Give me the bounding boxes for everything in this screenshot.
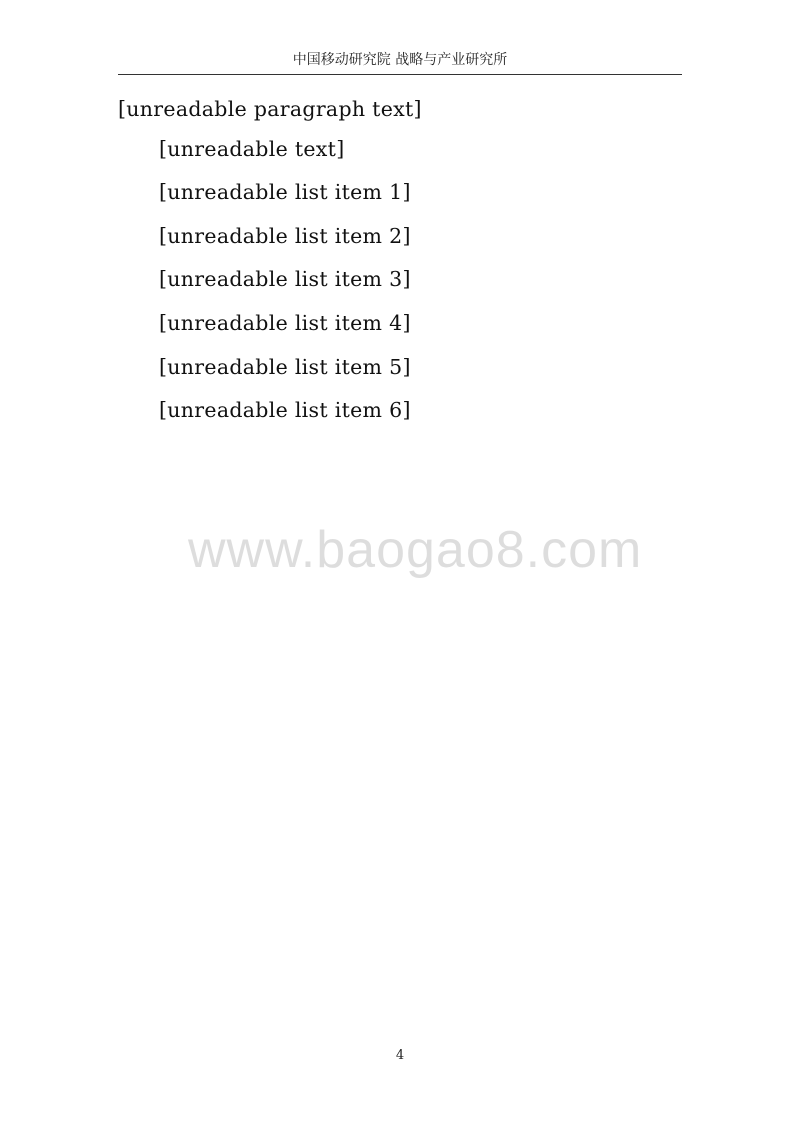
document-body	[118, 92, 684, 429]
conclusion-item: [unreadable list item 5]	[159, 354, 411, 379]
conclusion-item: [unreadable list item 1]	[159, 180, 411, 205]
conclusions-intro: [unreadable text]	[159, 136, 345, 161]
conclusion-item: [unreadable list item 3]	[159, 267, 411, 292]
page-number: 4	[395, 1048, 405, 1063]
conclusion-item: [unreadable list item 4]	[159, 310, 411, 335]
watermark: www.baogao8.com	[188, 521, 643, 579]
page-header: 中国移动研究院 战略与产业研究所	[118, 46, 682, 75]
conclusion-item: [unreadable list item 2]	[159, 223, 411, 248]
conclusion-item: [unreadable list item 6]	[159, 398, 411, 423]
summary-paragraph: [unreadable paragraph text]	[118, 97, 422, 121]
